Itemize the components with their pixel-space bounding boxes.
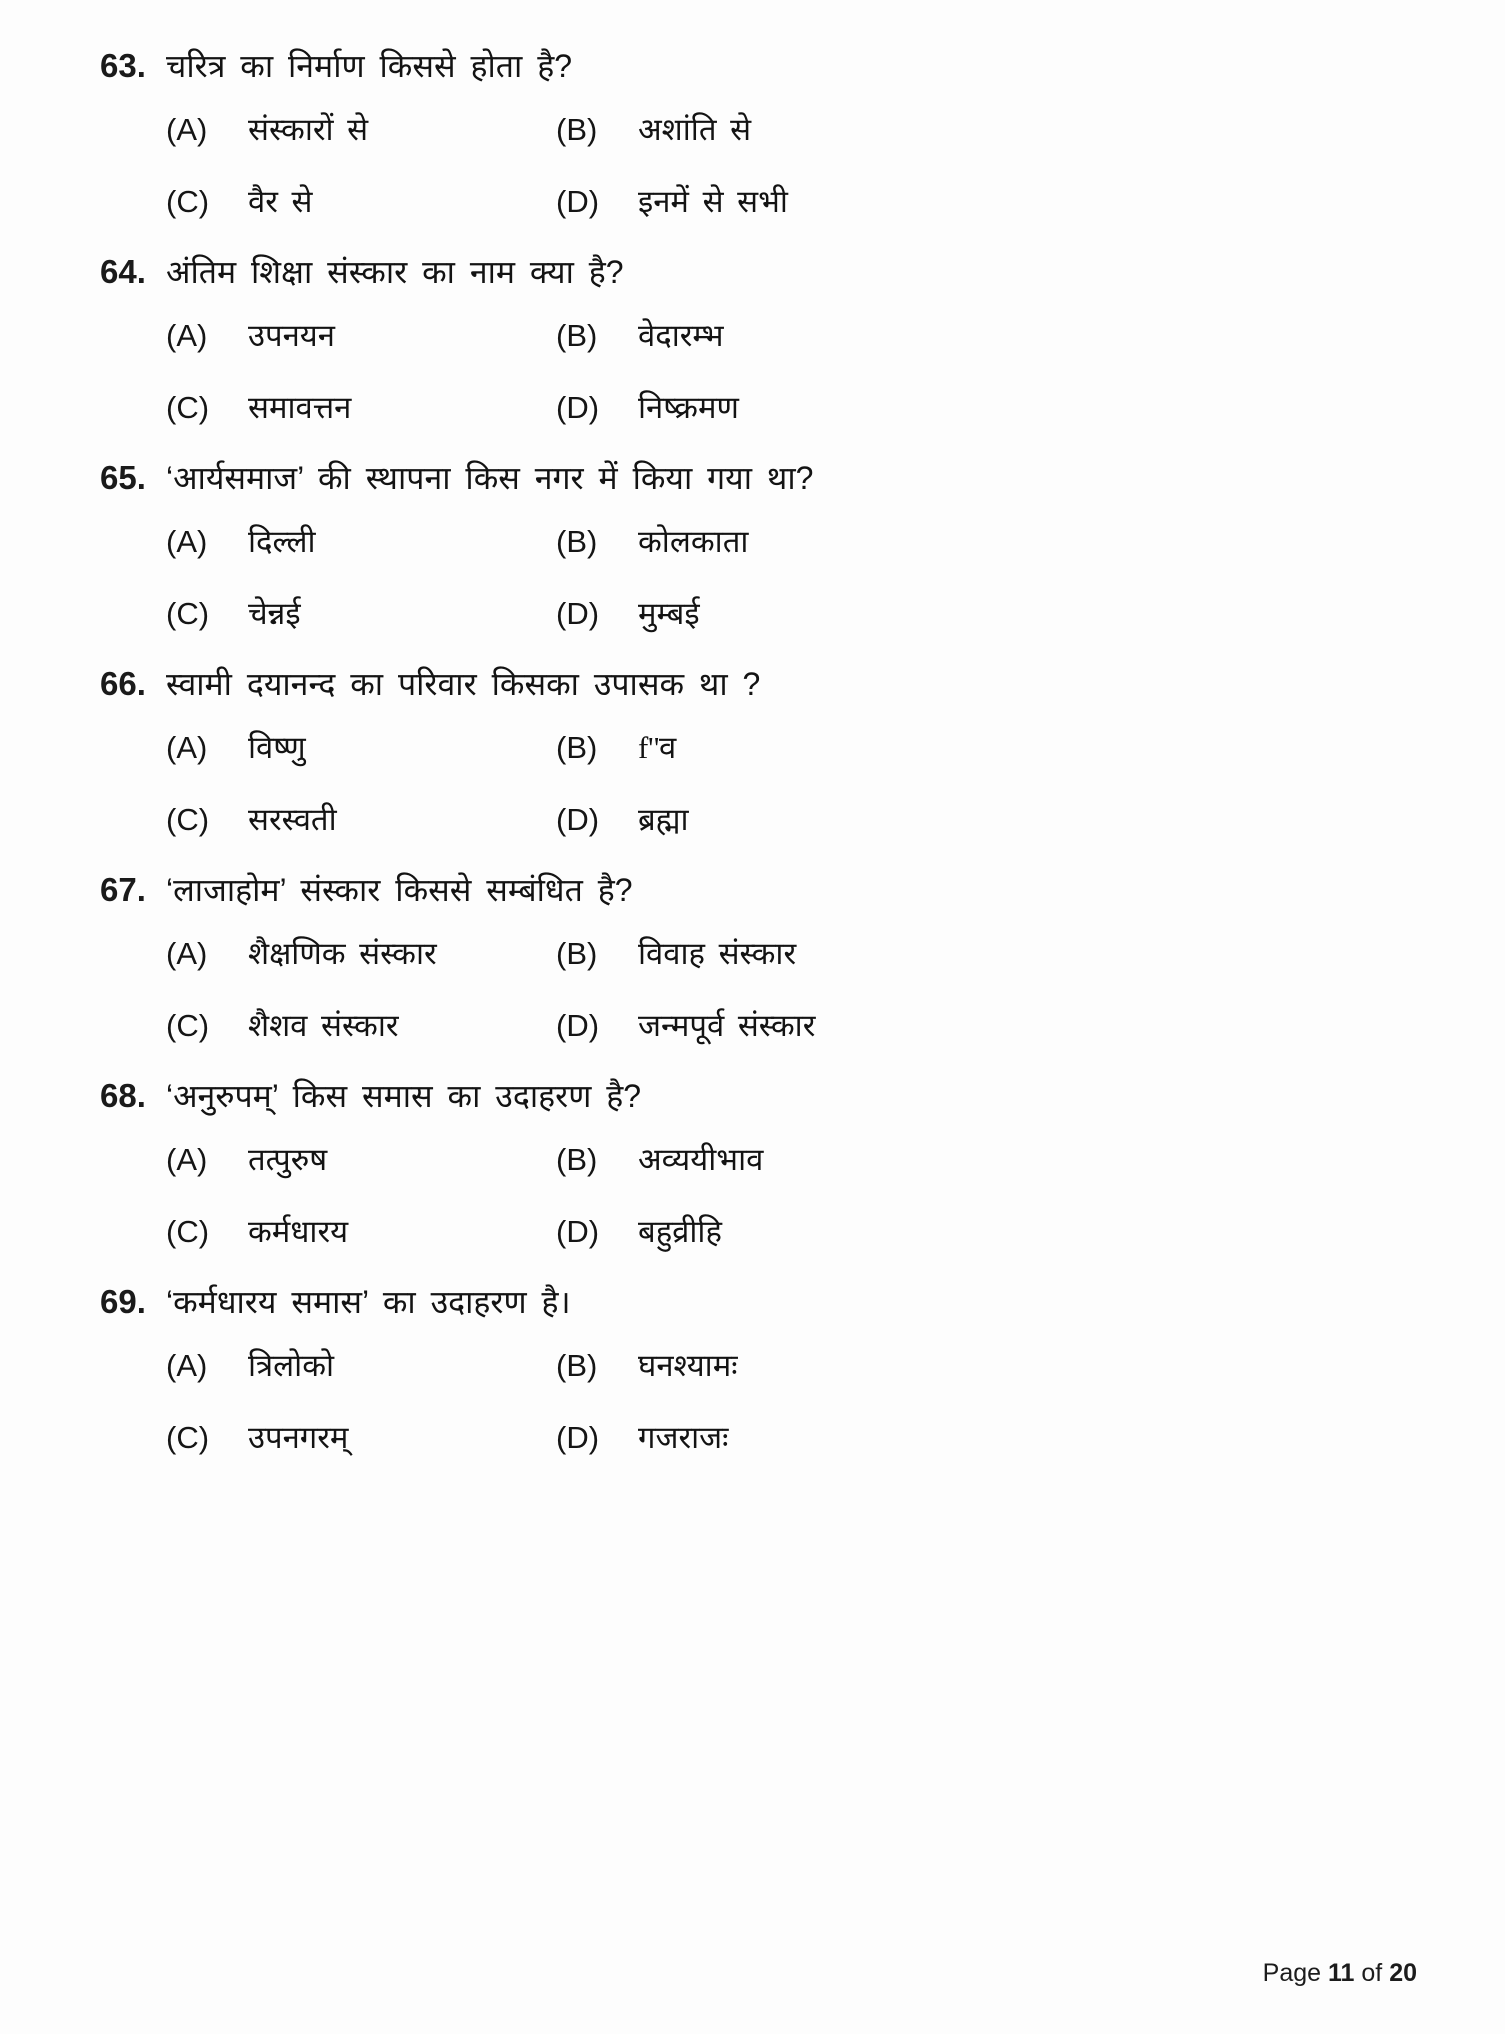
- options-group: [166, 926, 1425, 1064]
- option-value: दिल्ली: [248, 524, 316, 559]
- question-line: [80, 246, 1425, 298]
- options-group: [166, 102, 1425, 240]
- footer-of: of: [1361, 1959, 1383, 1987]
- option-value: तत्पुरुष: [248, 1142, 328, 1177]
- question-block: [80, 452, 1425, 652]
- question-text: ‘आर्यसमाज’ की स्थापना किस नगर में किया गया था?: [166, 460, 814, 496]
- options-row: [166, 926, 1425, 992]
- question-text: स्वामी दयानन्द का परिवार किसका उपासक था ?: [166, 666, 761, 702]
- option-b[interactable]: [556, 1132, 1056, 1188]
- option-value: घनश्यामः: [638, 1348, 738, 1383]
- option-value: उपनगरम्: [248, 1420, 349, 1455]
- option-value: f"व: [638, 730, 676, 765]
- question-text: अंतिम शिक्षा संस्कार का नाम क्या है?: [166, 254, 624, 290]
- options-row: [166, 720, 1425, 786]
- options-group: [166, 1338, 1425, 1476]
- option-value: त्रिलोको: [248, 1348, 335, 1383]
- option-key: (A): [166, 524, 208, 559]
- option-value: निष्क्रमण: [638, 390, 739, 425]
- options-row: [166, 380, 1425, 446]
- option-key: (C): [166, 1008, 210, 1043]
- option-key: (A): [166, 318, 208, 353]
- option-d[interactable]: [556, 792, 1056, 848]
- question-line: [80, 40, 1425, 92]
- option-a[interactable]: [166, 926, 556, 982]
- options-group: [166, 720, 1425, 858]
- option-value: वैर से: [248, 184, 313, 219]
- option-key: (C): [166, 184, 210, 219]
- option-value: विष्णु: [248, 730, 306, 765]
- options-group: [166, 514, 1425, 652]
- option-key: (B): [556, 1142, 598, 1177]
- option-key: (D): [556, 390, 600, 425]
- options-row: [166, 102, 1425, 168]
- question-number: 63.: [100, 47, 146, 84]
- option-value: जन्मपूर्व संस्कार: [638, 1008, 816, 1043]
- option-c[interactable]: [166, 174, 556, 230]
- option-b[interactable]: [556, 514, 1056, 570]
- option-key: (C): [166, 390, 210, 425]
- question-number: 64.: [100, 253, 146, 290]
- question-line: [80, 452, 1425, 504]
- option-value: विवाह संस्कार: [638, 936, 797, 971]
- option-key: (C): [166, 596, 210, 631]
- question-block: [80, 1276, 1425, 1476]
- option-a[interactable]: [166, 1338, 556, 1394]
- option-value: ब्रह्मा: [638, 802, 689, 837]
- option-value: कोलकाता: [638, 524, 749, 559]
- option-value: अव्ययीभाव: [638, 1142, 764, 1177]
- question-line: [80, 864, 1425, 916]
- option-value: उपनयन: [248, 318, 335, 353]
- question-number: 66.: [100, 665, 146, 702]
- option-key: (D): [556, 802, 600, 837]
- option-value: बहुव्रीहि: [638, 1214, 722, 1249]
- option-b[interactable]: [556, 720, 1056, 776]
- option-a[interactable]: [166, 102, 556, 158]
- option-c[interactable]: [166, 586, 556, 642]
- option-d[interactable]: [556, 1410, 1056, 1466]
- question-block: [80, 40, 1425, 240]
- option-a[interactable]: [166, 308, 556, 364]
- option-c[interactable]: [166, 1204, 556, 1260]
- options-group: [166, 1132, 1425, 1270]
- options-row: [166, 1410, 1425, 1476]
- question-text: ‘अनुरुपम्’ किस समास का उदाहरण है?: [166, 1078, 642, 1114]
- options-row: [166, 308, 1425, 374]
- question-block: [80, 658, 1425, 858]
- option-value: कर्मधारय: [248, 1214, 349, 1249]
- option-key: (B): [556, 112, 598, 147]
- option-c[interactable]: [166, 792, 556, 848]
- question-text: ‘कर्मधारय समास’ का उदाहरण है।: [166, 1284, 571, 1320]
- option-key: (B): [556, 1348, 598, 1383]
- options-row: [166, 792, 1425, 858]
- option-key: (B): [556, 318, 598, 353]
- option-a[interactable]: [166, 514, 556, 570]
- options-row: [166, 1132, 1425, 1198]
- question-line: [80, 1070, 1425, 1122]
- option-key: (A): [166, 112, 208, 147]
- option-d[interactable]: [556, 998, 1056, 1054]
- option-key: (A): [166, 1348, 208, 1383]
- options-row: [166, 586, 1425, 652]
- footer-prefix: Page: [1262, 1959, 1322, 1987]
- option-key: (D): [556, 1214, 600, 1249]
- footer-page-number: 11: [1327, 1959, 1355, 1987]
- question-number: 68.: [100, 1077, 146, 1114]
- option-value: समावत्तन: [248, 390, 352, 425]
- option-a[interactable]: [166, 720, 556, 776]
- option-key: (A): [166, 936, 208, 971]
- option-d[interactable]: [556, 586, 1056, 642]
- option-value: शैक्षणिक संस्कार: [248, 936, 437, 971]
- footer-total-pages: 20: [1389, 1959, 1417, 1987]
- option-c[interactable]: [166, 1410, 556, 1466]
- question-block: [80, 1070, 1425, 1270]
- option-value: शैशव संस्कार: [248, 1008, 399, 1043]
- option-key: (C): [166, 802, 210, 837]
- option-c[interactable]: [166, 998, 556, 1054]
- option-key: (B): [556, 730, 598, 765]
- option-a[interactable]: [166, 1132, 556, 1188]
- option-key: (D): [556, 1008, 600, 1043]
- question-block: [80, 246, 1425, 446]
- options-row: [166, 1338, 1425, 1404]
- option-key: (B): [556, 936, 598, 971]
- options-row: [166, 998, 1425, 1064]
- option-value: वेदारम्भ: [638, 318, 724, 353]
- option-value: इनमें से सभी: [638, 184, 788, 219]
- option-key: (A): [166, 1142, 208, 1177]
- option-value: संस्कारों से: [248, 112, 369, 147]
- question-block: [80, 864, 1425, 1064]
- option-value: मुम्बई: [638, 596, 700, 631]
- page-footer: [1263, 1959, 1417, 1988]
- option-key: (C): [166, 1420, 210, 1455]
- option-d[interactable]: [556, 380, 1056, 436]
- option-b[interactable]: [556, 102, 1056, 158]
- option-b[interactable]: [556, 1338, 1056, 1394]
- option-c[interactable]: [166, 380, 556, 436]
- option-key: (D): [556, 1420, 600, 1455]
- options-row: [166, 514, 1425, 580]
- option-key: (C): [166, 1214, 210, 1249]
- question-line: [80, 658, 1425, 710]
- options-row: [166, 1204, 1425, 1270]
- option-key: (D): [556, 184, 600, 219]
- option-value: गजराजः: [638, 1420, 729, 1455]
- option-value: सरस्वती: [248, 802, 337, 837]
- option-key: (A): [166, 730, 208, 765]
- options-group: [166, 308, 1425, 446]
- question-number: 69.: [100, 1283, 146, 1320]
- option-value: अशांति से: [638, 112, 752, 147]
- question-text: चरित्र का निर्माण किससे होता है?: [166, 48, 573, 84]
- question-text: ‘लाजाहोम’ संस्कार किससे सम्बंधित है?: [166, 872, 633, 908]
- option-d[interactable]: [556, 1204, 1056, 1260]
- option-key: (B): [556, 524, 598, 559]
- option-d[interactable]: [556, 174, 1056, 230]
- option-b[interactable]: [556, 926, 1056, 982]
- question-line: [80, 1276, 1425, 1328]
- options-row: [166, 174, 1425, 240]
- option-b[interactable]: [556, 308, 1056, 364]
- option-key: (D): [556, 596, 600, 631]
- question-number: 67.: [100, 871, 146, 908]
- option-value: चेन्नई: [248, 596, 301, 631]
- question-number: 65.: [100, 459, 146, 496]
